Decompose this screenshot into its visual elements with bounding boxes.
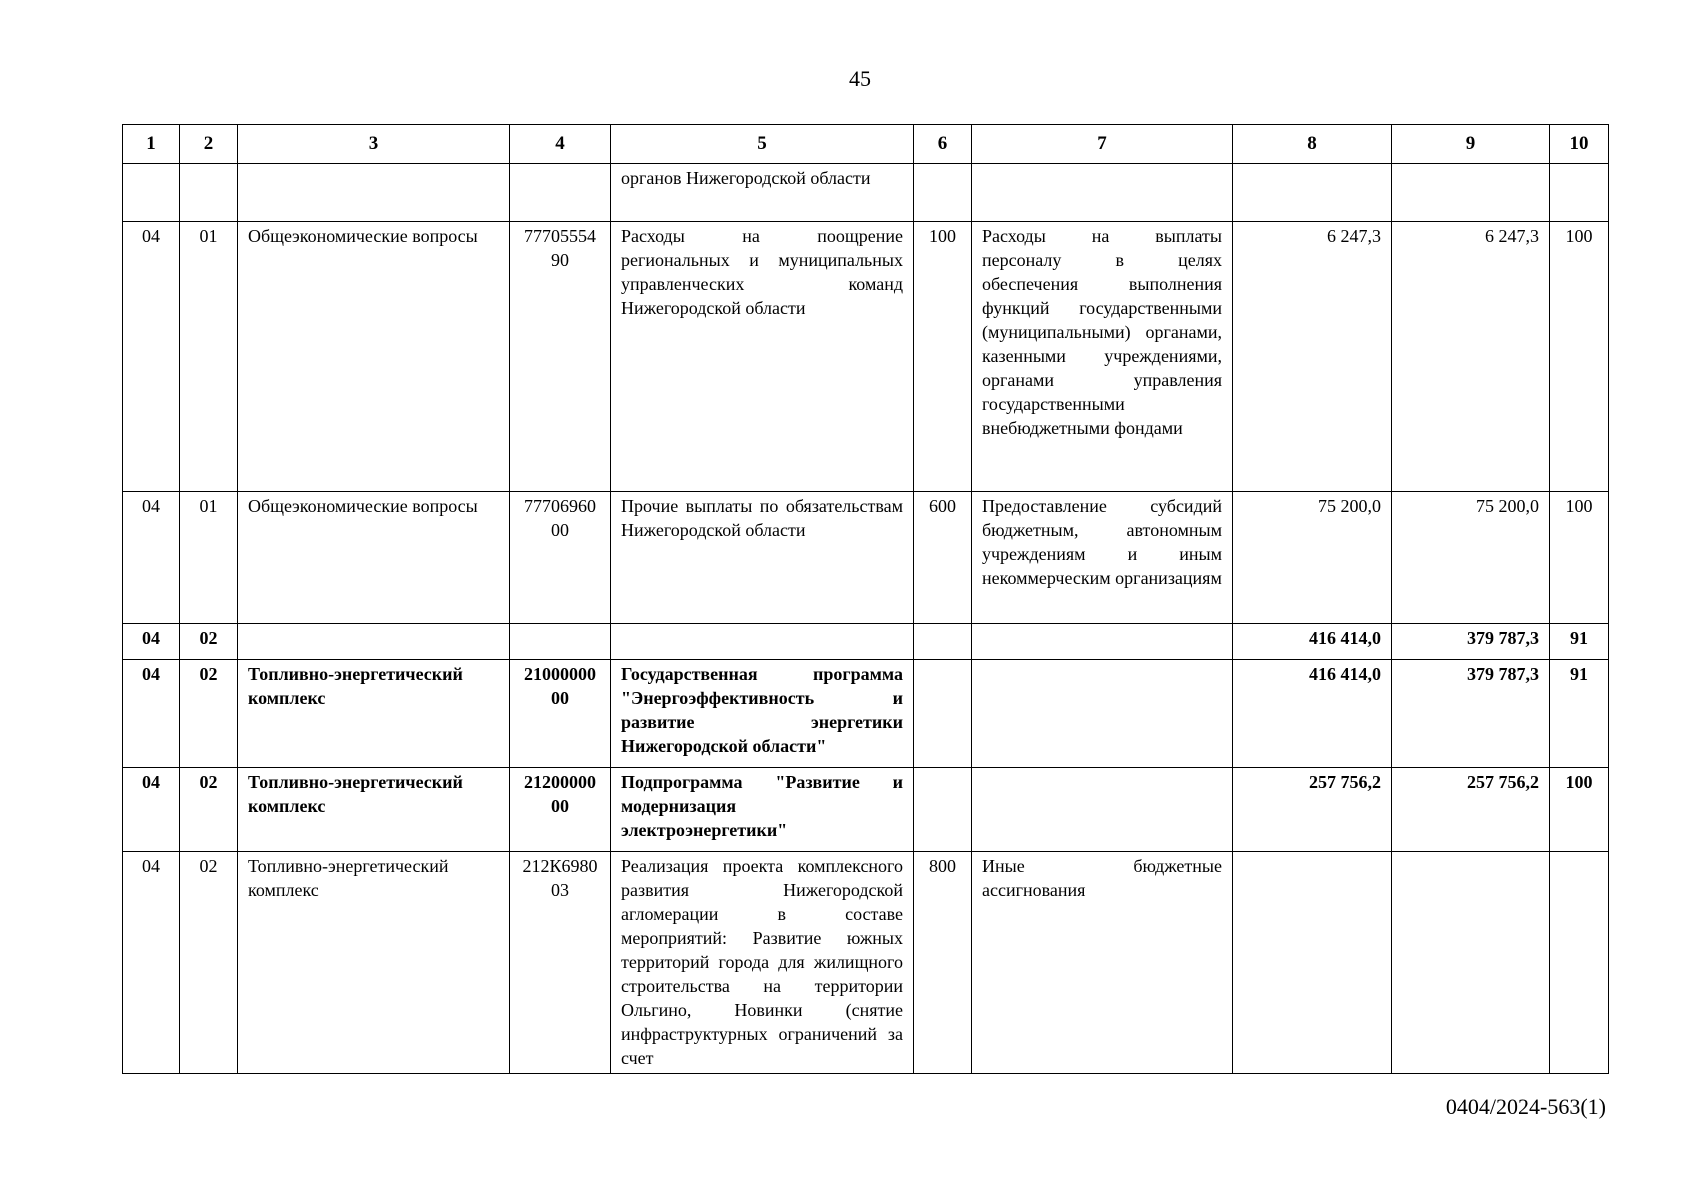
table-cell: 379 787,3 [1392, 660, 1550, 768]
table-cell [972, 660, 1233, 768]
table-cell [1392, 852, 1550, 1074]
table-cell: Топливно-энергетический комплекс [238, 768, 510, 852]
table-cell [972, 164, 1233, 222]
table-cell: Прочие выплаты по обязательствам Нижегородской области [611, 492, 914, 624]
column-header: 3 [238, 125, 510, 164]
table-cell: 91 [1550, 624, 1609, 660]
table-cell [914, 768, 972, 852]
table-cell: 257 756,2 [1392, 768, 1550, 852]
table-cell: 91 [1550, 660, 1609, 768]
table-cell: 04 [123, 660, 180, 768]
table-cell: 04 [123, 222, 180, 492]
table-cell: 04 [123, 852, 180, 1074]
table-cell [611, 624, 914, 660]
budget-table [122, 124, 1609, 1074]
table-cell: 01 [180, 492, 238, 624]
table-cell: Расходы на выплаты персоналу в целях обеспечения выполнения функций государственными (муниципальными) органами, казенными учреждениями, органами управления государственными внебюджетными фондами [972, 222, 1233, 492]
column-header: 5 [611, 125, 914, 164]
table-cell: 416 414,0 [1233, 624, 1392, 660]
column-header: 2 [180, 125, 238, 164]
table-cell: 04 [123, 624, 180, 660]
table-cell: 416 414,0 [1233, 660, 1392, 768]
table-cell: Топливно-энергетический комплекс [238, 660, 510, 768]
table-cell [1392, 164, 1550, 222]
table-cell: Топливно-энергетический комплекс [238, 852, 510, 1074]
table-row [123, 164, 1609, 222]
table-cell: 02 [180, 624, 238, 660]
column-header: 4 [510, 125, 611, 164]
table-cell: Общеэкономические вопросы [238, 222, 510, 492]
table-cell [1233, 852, 1392, 1074]
table-cell: Общеэкономические вопросы [238, 492, 510, 624]
table-cell [510, 624, 611, 660]
table-cell: 2120000000 [510, 768, 611, 852]
column-header: 8 [1233, 125, 1392, 164]
table-row [123, 852, 1609, 1074]
table-cell: Подпрограмма "Развитие и модернизация электроэнергетики" [611, 768, 914, 852]
table-cell [180, 164, 238, 222]
table-cell: 100 [1550, 768, 1609, 852]
table-cell: 02 [180, 660, 238, 768]
table-cell: 04 [123, 768, 180, 852]
table-cell: 600 [914, 492, 972, 624]
table-cell: 800 [914, 852, 972, 1074]
table-cell [1550, 852, 1609, 1074]
table-cell [914, 164, 972, 222]
column-header: 9 [1392, 125, 1550, 164]
table-cell: Реализация проекта комплексного развития Нижегородской агломерации в составе мероприятий: Развитие южных территорий города для жилищного строительства на территории Ольгино, Новинки (снятие инфраструктурных ограничений за счет [611, 852, 914, 1074]
table-cell: 379 787,3 [1392, 624, 1550, 660]
table-cell: 7770555490 [510, 222, 611, 492]
table-cell: 100 [1550, 222, 1609, 492]
column-header: 1 [123, 125, 180, 164]
table-cell: 01 [180, 222, 238, 492]
table-cell [914, 624, 972, 660]
table-cell: Расходы на поощрение региональных и муниципальных управленческих команд Нижегородской области [611, 222, 914, 492]
table-cell: органов Нижегородской области [611, 164, 914, 222]
document-code: 0404/2024-563(1) [1445, 1094, 1606, 1119]
column-header: 6 [914, 125, 972, 164]
table-cell: 6 247,3 [1392, 222, 1550, 492]
table-cell: Иные бюджетные ассигнования [972, 852, 1233, 1074]
table-row [123, 660, 1609, 768]
table-cell: 02 [180, 852, 238, 1074]
table-row [123, 768, 1609, 852]
column-header: 10 [1550, 125, 1609, 164]
table-cell: Государственная программа "Энергоэффективность и развитие энергетики Нижегородской области" [611, 660, 914, 768]
table-cell: 257 756,2 [1233, 768, 1392, 852]
table-cell: 6 247,3 [1233, 222, 1392, 492]
table-cell [972, 624, 1233, 660]
table-cell [1550, 164, 1609, 222]
table-cell: 2100000000 [510, 660, 611, 768]
table-cell: 212К698003 [510, 852, 611, 1074]
table-cell [123, 164, 180, 222]
table-row [123, 624, 1609, 660]
table-cell: Предоставление субсидий бюджетным, автономным учреждениям и иным некоммерческим организациям [972, 492, 1233, 624]
column-header: 7 [972, 125, 1233, 164]
table-cell: 7770696000 [510, 492, 611, 624]
table-cell [238, 624, 510, 660]
table-row [123, 492, 1609, 624]
table-cell: 100 [914, 222, 972, 492]
table-header-row [123, 125, 1609, 164]
table-cell [510, 164, 611, 222]
page-number: 45 [849, 66, 871, 91]
table-row [123, 222, 1609, 492]
table-cell [238, 164, 510, 222]
table-cell: 75 200,0 [1392, 492, 1550, 624]
table-cell [972, 768, 1233, 852]
table-cell [914, 660, 972, 768]
table-cell: 75 200,0 [1233, 492, 1392, 624]
table-cell: 100 [1550, 492, 1609, 624]
table-cell: 04 [123, 492, 180, 624]
table-cell [1233, 164, 1392, 222]
table-cell: 02 [180, 768, 238, 852]
